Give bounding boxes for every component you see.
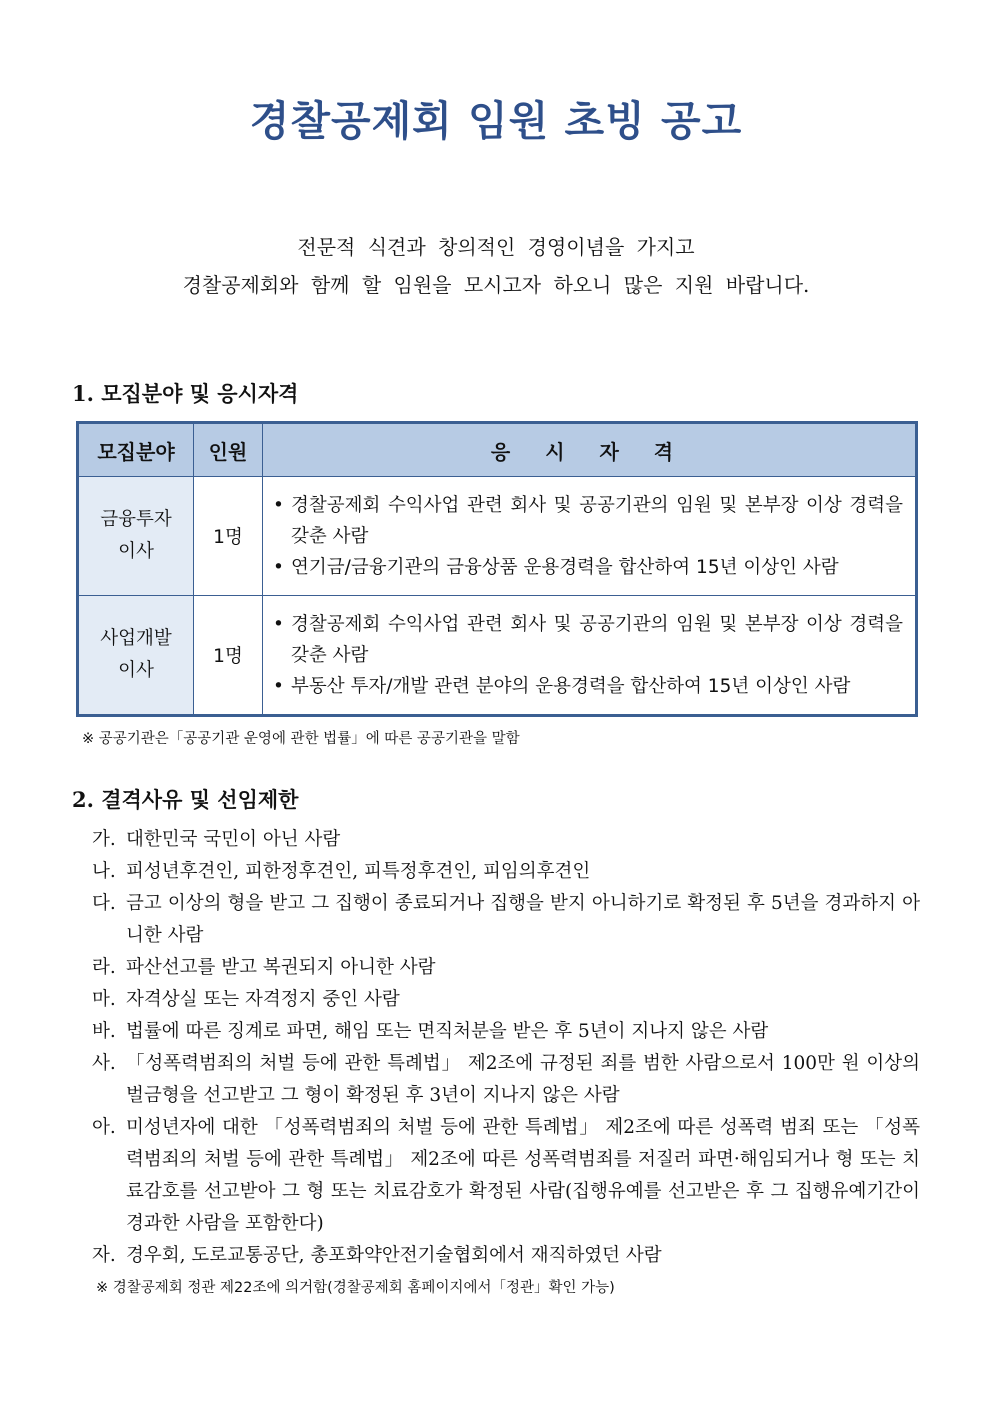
list-item [92, 952, 920, 984]
item-text: 「성폭력범죄의 처벌 등에 관한 특례법」 제2조에 규정된 죄를 범한 사람으로서 100만 원 이상의 벌금형을 선고받고 그 형이 확정된 후 3년이 지나지 않은 사람 [126, 1053, 920, 1106]
field-name-line-1: 금융투자 [100, 509, 172, 530]
list-item [92, 1048, 920, 1112]
item-text: 경우회, 도로교통공단, 총포화약안전기술협회에서 재직하였던 사람 [126, 1245, 662, 1266]
bullet: • [273, 613, 284, 635]
item-marker: 사. [92, 1053, 116, 1074]
item-marker: 바. [92, 1021, 116, 1042]
articles-note: ※ 경찰공제회 정관 제22조에 의거함(경찰공제회 홈페이지에서「정관」확인 가능) [96, 1280, 615, 1296]
recruitment-table [76, 421, 918, 717]
item-marker: 나. [92, 861, 116, 882]
item-text: 자격상실 또는 자격정지 중인 사람 [126, 989, 400, 1010]
list-item [92, 824, 920, 856]
item-marker: 다. [92, 893, 116, 914]
section-1-heading: 1. 모집분야 및 응시자격 [72, 381, 299, 406]
field-name-line-1: 사업개발 [100, 628, 172, 649]
item-marker: 마. [92, 989, 116, 1010]
header-field: 모집분야 [78, 423, 194, 477]
item-marker: 자. [92, 1245, 116, 1266]
header-count: 인원 [194, 423, 263, 477]
qualification-item [273, 609, 903, 671]
item-text: 피성년후견인, 피한정후견인, 피특정후견인, 피임의후견인 [126, 861, 591, 882]
qualifications-cell [263, 477, 917, 596]
count-cell: 1명 [194, 596, 263, 716]
header-qualifications: 응 시 자 격 [263, 423, 917, 477]
table-row [78, 596, 917, 716]
count-cell: 1명 [194, 477, 263, 596]
intro-line-2: 경찰공제회와 함께 할 임원을 모시고자 하오니 많은 지원 바랍니다. [182, 273, 810, 297]
intro-text [0, 228, 992, 304]
list-item [92, 856, 920, 888]
qualifications-cell [263, 596, 917, 716]
intro-line-1: 전문적 식견과 창의적인 경영이념을 가지고 [297, 235, 695, 259]
list-item [92, 1240, 920, 1272]
item-text: 미성년자에 대한 「성폭력범죄의 처벌 등에 관한 특례법」 제2조에 따른 성폭력 범죄 또는 「성폭력범죄의 처벌 등에 관한 특례법」 제2조에 따른 성폭력범죄를 저질러 파면·해임되거나 형 또는 치료감호를 선고받아 그 형 또는 치료감호가 확정된 사람(집행유예를 선고받은 후 그 집행유예기간이 경과한 사람을 포함한다) [126, 1117, 920, 1234]
qualification-text: 부동산 투자/개발 관련 분야의 운용경력을 합산하여 15년 이상인 사람 [291, 675, 851, 697]
qualification-text: 경찰공제회 수익사업 관련 회사 및 공공기관의 임원 및 본부장 이상 경력을 갖춘 사람 [291, 613, 903, 666]
item-marker: 라. [92, 957, 116, 978]
item-text: 파산선고를 받고 복권되지 아니한 사람 [126, 957, 436, 978]
qualification-text: 경찰공제회 수익사업 관련 회사 및 공공기관의 임원 및 본부장 이상 경력을 갖춘 사람 [291, 494, 903, 547]
field-name-line-2: 이사 [118, 541, 154, 562]
list-item [92, 984, 920, 1016]
list-item [92, 1016, 920, 1048]
bullet: • [273, 556, 284, 578]
field-cell [78, 477, 194, 596]
list-item [92, 1112, 920, 1240]
table-row [78, 477, 917, 596]
disqualification-list [92, 824, 920, 1272]
item-text: 대한민국 국민이 아닌 사람 [126, 829, 341, 850]
qualification-text: 연기금/금융기관의 금융상품 운용경력을 합산하여 15년 이상인 사람 [291, 556, 839, 578]
section-2-heading: 2. 결격사유 및 선임제한 [72, 787, 299, 812]
item-text: 법률에 따른 징계로 파면, 해임 또는 면직처분을 받은 후 5년이 지나지 않은 사람 [126, 1021, 769, 1042]
public-institution-note: ※ 공공기관은「공공기관 운영에 관한 법률」에 따른 공공기관을 말함 [82, 731, 520, 747]
bullet: • [273, 675, 284, 697]
qualification-item [273, 490, 903, 552]
list-item [92, 888, 920, 952]
page-title: 경찰공제회 임원 초빙 공고 [249, 97, 743, 145]
qualification-item [273, 671, 903, 702]
item-text: 금고 이상의 형을 받고 그 집행이 종료되거나 집행을 받지 아니하기로 확정된 후 5년을 경과하지 아니한 사람 [126, 893, 920, 946]
item-marker: 아. [92, 1117, 116, 1138]
field-cell [78, 596, 194, 716]
table-header-row [78, 423, 917, 477]
qualification-item [273, 552, 903, 583]
item-marker: 가. [92, 829, 116, 850]
field-name-line-2: 이사 [118, 660, 154, 681]
bullet: • [273, 494, 284, 516]
